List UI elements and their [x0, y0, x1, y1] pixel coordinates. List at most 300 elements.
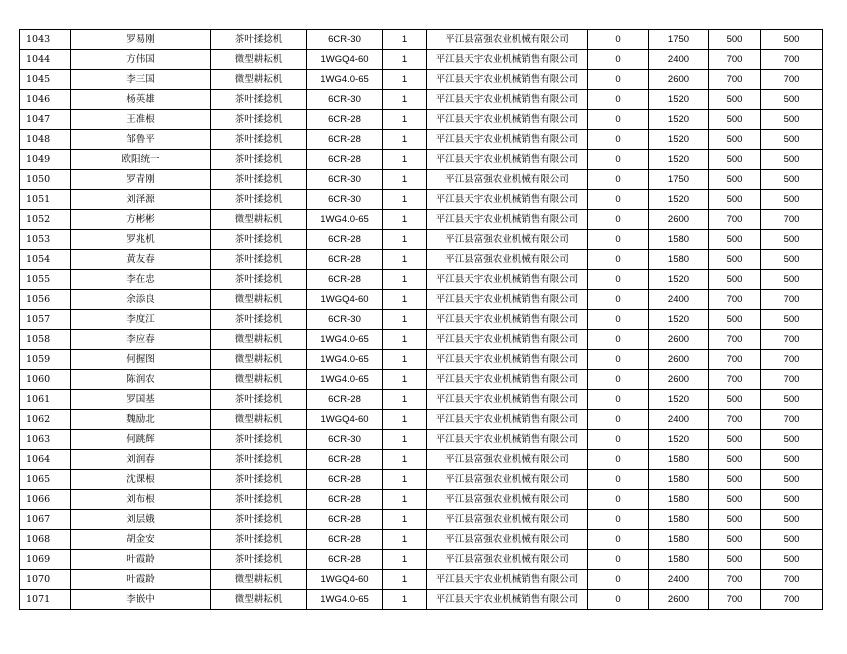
value-col-10-cell: 500	[761, 510, 823, 530]
machine-type-cell: 茶叶揉捻机	[211, 250, 307, 270]
row-number-cell: 1050	[20, 170, 71, 190]
dealer-name-cell: 平江县天宇农业机械销售有限公司	[427, 410, 588, 430]
value-col-7-cell: 0	[588, 490, 649, 510]
quantity-cell: 1	[383, 50, 427, 70]
row-number-cell: 1064	[20, 450, 71, 470]
value-col-8-cell: 2600	[649, 590, 709, 610]
table-row	[20, 270, 823, 290]
machine-model-cell: 6CR-28	[307, 110, 383, 130]
value-col-10-cell: 500	[761, 530, 823, 550]
value-col-10-cell: 700	[761, 330, 823, 350]
table-row	[20, 350, 823, 370]
farmer-name-cell: 李嵌中	[71, 590, 211, 610]
machine-model-cell: 1WG4.0-65	[307, 330, 383, 350]
value-col-9-cell: 500	[709, 90, 761, 110]
row-number-cell: 1060	[20, 370, 71, 390]
value-col-10-cell: 500	[761, 470, 823, 490]
value-col-9-cell: 500	[709, 230, 761, 250]
dealer-name-cell: 平江县天宇农业机械销售有限公司	[427, 290, 588, 310]
value-col-7-cell: 0	[588, 110, 649, 130]
machine-type-cell: 茶叶揉捻机	[211, 430, 307, 450]
value-col-8-cell: 2400	[649, 290, 709, 310]
quantity-cell: 1	[383, 530, 427, 550]
farmer-name-cell: 李度江	[71, 310, 211, 330]
value-col-10-cell: 500	[761, 310, 823, 330]
machine-model-cell: 1WGQ4-60	[307, 50, 383, 70]
dealer-name-cell: 平江县天宇农业机械销售有限公司	[427, 570, 588, 590]
value-col-7-cell: 0	[588, 30, 649, 50]
machine-type-cell: 茶叶揉捻机	[211, 310, 307, 330]
farmer-name-cell: 李三国	[71, 70, 211, 90]
row-number-cell: 1057	[20, 310, 71, 330]
value-col-9-cell: 500	[709, 130, 761, 150]
value-col-8-cell: 1520	[649, 90, 709, 110]
quantity-cell: 1	[383, 310, 427, 330]
value-col-8-cell: 1580	[649, 230, 709, 250]
machine-type-cell: 茶叶揉捻机	[211, 490, 307, 510]
farmer-name-cell: 黄友春	[71, 250, 211, 270]
value-col-8-cell: 1580	[649, 470, 709, 490]
machine-model-cell: 6CR-30	[307, 190, 383, 210]
value-col-8-cell: 1750	[649, 170, 709, 190]
quantity-cell: 1	[383, 410, 427, 430]
quantity-cell: 1	[383, 390, 427, 410]
value-col-8-cell: 1580	[649, 510, 709, 530]
value-col-9-cell: 500	[709, 510, 761, 530]
value-col-10-cell: 500	[761, 130, 823, 150]
row-number-cell: 1065	[20, 470, 71, 490]
dealer-name-cell: 平江县天宇农业机械销售有限公司	[427, 210, 588, 230]
machine-type-cell: 茶叶揉捻机	[211, 470, 307, 490]
dealer-name-cell: 平江县富强农业机械有限公司	[427, 470, 588, 490]
value-col-9-cell: 500	[709, 270, 761, 290]
row-number-cell: 1051	[20, 190, 71, 210]
dealer-name-cell: 平江县天宇农业机械销售有限公司	[427, 50, 588, 70]
value-col-7-cell: 0	[588, 270, 649, 290]
value-col-10-cell: 500	[761, 430, 823, 450]
table-row	[20, 130, 823, 150]
value-col-8-cell: 1520	[649, 270, 709, 290]
machine-type-cell: 微型耕耘机	[211, 50, 307, 70]
value-col-9-cell: 500	[709, 450, 761, 470]
farmer-name-cell: 方彬彬	[71, 210, 211, 230]
value-col-10-cell: 500	[761, 150, 823, 170]
dealer-name-cell: 平江县富强农业机械有限公司	[427, 30, 588, 50]
farmer-name-cell: 刘泽源	[71, 190, 211, 210]
value-col-9-cell: 500	[709, 170, 761, 190]
farmer-name-cell: 沈课根	[71, 470, 211, 490]
farmer-name-cell: 罗兆机	[71, 230, 211, 250]
value-col-9-cell: 700	[709, 70, 761, 90]
value-col-8-cell: 1580	[649, 250, 709, 270]
row-number-cell: 1046	[20, 90, 71, 110]
value-col-9-cell: 500	[709, 530, 761, 550]
value-col-9-cell: 700	[709, 570, 761, 590]
value-col-9-cell: 500	[709, 190, 761, 210]
table-row	[20, 530, 823, 550]
dealer-name-cell: 平江县天宇农业机械销售有限公司	[427, 270, 588, 290]
value-col-7-cell: 0	[588, 310, 649, 330]
row-number-cell: 1047	[20, 110, 71, 130]
dealer-name-cell: 平江县富强农业机械有限公司	[427, 530, 588, 550]
table-row	[20, 310, 823, 330]
value-col-8-cell: 1520	[649, 150, 709, 170]
farmer-name-cell: 魏励北	[71, 410, 211, 430]
row-number-cell: 1044	[20, 50, 71, 70]
row-number-cell: 1062	[20, 410, 71, 430]
table-row	[20, 390, 823, 410]
farmer-name-cell: 欧阳统一	[71, 150, 211, 170]
table-row	[20, 330, 823, 350]
value-col-8-cell: 1580	[649, 490, 709, 510]
value-col-8-cell: 2600	[649, 350, 709, 370]
table-row	[20, 210, 823, 230]
machine-type-cell: 茶叶揉捻机	[211, 150, 307, 170]
row-number-cell: 1069	[20, 550, 71, 570]
value-col-9-cell: 500	[709, 150, 761, 170]
value-col-8-cell: 2400	[649, 570, 709, 590]
value-col-10-cell: 500	[761, 110, 823, 130]
table-row	[20, 430, 823, 450]
dealer-name-cell: 平江县天宇农业机械销售有限公司	[427, 130, 588, 150]
value-col-7-cell: 0	[588, 290, 649, 310]
value-col-7-cell: 0	[588, 150, 649, 170]
value-col-8-cell: 2400	[649, 410, 709, 430]
quantity-cell: 1	[383, 130, 427, 150]
dealer-name-cell: 平江县天宇农业机械销售有限公司	[427, 390, 588, 410]
machine-model-cell: 6CR-28	[307, 530, 383, 550]
dealer-name-cell: 平江县天宇农业机械销售有限公司	[427, 430, 588, 450]
machine-type-cell: 微型耕耘机	[211, 350, 307, 370]
value-col-10-cell: 700	[761, 350, 823, 370]
value-col-9-cell: 500	[709, 310, 761, 330]
value-col-8-cell: 1520	[649, 390, 709, 410]
value-col-7-cell: 0	[588, 370, 649, 390]
machine-model-cell: 6CR-28	[307, 510, 383, 530]
farmer-name-cell: 方伟国	[71, 50, 211, 70]
table-row	[20, 410, 823, 430]
value-col-8-cell: 2600	[649, 70, 709, 90]
quantity-cell: 1	[383, 330, 427, 350]
row-number-cell: 1043	[20, 30, 71, 50]
value-col-9-cell: 500	[709, 490, 761, 510]
value-col-10-cell: 700	[761, 370, 823, 390]
value-col-7-cell: 0	[588, 70, 649, 90]
machine-model-cell: 6CR-28	[307, 230, 383, 250]
dealer-name-cell: 平江县天宇农业机械销售有限公司	[427, 370, 588, 390]
row-number-cell: 1059	[20, 350, 71, 370]
value-col-9-cell: 500	[709, 30, 761, 50]
quantity-cell: 1	[383, 70, 427, 90]
farmer-name-cell: 刘层娥	[71, 510, 211, 530]
machine-type-cell: 茶叶揉捻机	[211, 530, 307, 550]
dealer-name-cell: 平江县富强农业机械有限公司	[427, 170, 588, 190]
value-col-9-cell: 500	[709, 390, 761, 410]
value-col-8-cell: 1580	[649, 450, 709, 470]
row-number-cell: 1061	[20, 390, 71, 410]
value-col-7-cell: 0	[588, 90, 649, 110]
value-col-10-cell: 500	[761, 230, 823, 250]
table-row	[20, 470, 823, 490]
value-col-10-cell: 700	[761, 290, 823, 310]
value-col-8-cell: 1750	[649, 30, 709, 50]
value-col-9-cell: 500	[709, 110, 761, 130]
machine-type-cell: 茶叶揉捻机	[211, 450, 307, 470]
dealer-name-cell: 平江县富强农业机械有限公司	[427, 490, 588, 510]
dealer-name-cell: 平江县天宇农业机械销售有限公司	[427, 70, 588, 90]
machine-type-cell: 茶叶揉捻机	[211, 130, 307, 150]
quantity-cell: 1	[383, 490, 427, 510]
row-number-cell: 1067	[20, 510, 71, 530]
quantity-cell: 1	[383, 250, 427, 270]
row-number-cell: 1063	[20, 430, 71, 450]
value-col-10-cell: 500	[761, 390, 823, 410]
dealer-name-cell: 平江县天宇农业机械销售有限公司	[427, 590, 588, 610]
dealer-name-cell: 平江县天宇农业机械销售有限公司	[427, 310, 588, 330]
quantity-cell: 1	[383, 30, 427, 50]
table-body	[20, 30, 823, 610]
value-col-8-cell: 2600	[649, 330, 709, 350]
table-row	[20, 90, 823, 110]
value-col-10-cell: 500	[761, 270, 823, 290]
value-col-7-cell: 0	[588, 130, 649, 150]
machine-type-cell: 茶叶揉捻机	[211, 30, 307, 50]
dealer-name-cell: 平江县富强农业机械有限公司	[427, 510, 588, 530]
subsidy-table	[19, 29, 823, 610]
machine-model-cell: 6CR-28	[307, 550, 383, 570]
dealer-name-cell: 平江县天宇农业机械销售有限公司	[427, 90, 588, 110]
value-col-7-cell: 0	[588, 210, 649, 230]
farmer-name-cell: 叶霞龄	[71, 570, 211, 590]
row-number-cell: 1070	[20, 570, 71, 590]
value-col-7-cell: 0	[588, 170, 649, 190]
value-col-9-cell: 700	[709, 590, 761, 610]
table-row	[20, 110, 823, 130]
value-col-9-cell: 700	[709, 50, 761, 70]
machine-model-cell: 1WG4.0-65	[307, 590, 383, 610]
quantity-cell: 1	[383, 270, 427, 290]
value-col-8-cell: 1520	[649, 430, 709, 450]
value-col-10-cell: 500	[761, 490, 823, 510]
row-number-cell: 1048	[20, 130, 71, 150]
value-col-7-cell: 0	[588, 450, 649, 470]
machine-type-cell: 微型耕耘机	[211, 590, 307, 610]
farmer-name-cell: 罗青刚	[71, 170, 211, 190]
row-number-cell: 1056	[20, 290, 71, 310]
machine-model-cell: 6CR-28	[307, 450, 383, 470]
value-col-10-cell: 700	[761, 570, 823, 590]
table-row	[20, 70, 823, 90]
table-row	[20, 590, 823, 610]
quantity-cell: 1	[383, 470, 427, 490]
machine-type-cell: 茶叶揉捻机	[211, 90, 307, 110]
value-col-10-cell: 500	[761, 250, 823, 270]
value-col-8-cell: 1580	[649, 530, 709, 550]
farmer-name-cell: 叶霞龄	[71, 550, 211, 570]
row-number-cell: 1058	[20, 330, 71, 350]
machine-type-cell: 茶叶揉捻机	[211, 190, 307, 210]
machine-model-cell: 6CR-28	[307, 270, 383, 290]
quantity-cell: 1	[383, 370, 427, 390]
value-col-8-cell: 1520	[649, 310, 709, 330]
farmer-name-cell: 陈润农	[71, 370, 211, 390]
value-col-10-cell: 500	[761, 30, 823, 50]
value-col-9-cell: 500	[709, 430, 761, 450]
quantity-cell: 1	[383, 190, 427, 210]
value-col-7-cell: 0	[588, 350, 649, 370]
value-col-10-cell: 500	[761, 170, 823, 190]
machine-model-cell: 1WG4.0-65	[307, 70, 383, 90]
value-col-7-cell: 0	[588, 570, 649, 590]
quantity-cell: 1	[383, 90, 427, 110]
machine-model-cell: 1WG4.0-65	[307, 370, 383, 390]
value-col-7-cell: 0	[588, 550, 649, 570]
value-col-8-cell: 2600	[649, 370, 709, 390]
quantity-cell: 1	[383, 170, 427, 190]
value-col-8-cell: 2600	[649, 210, 709, 230]
farmer-name-cell: 李应春	[71, 330, 211, 350]
machine-type-cell: 茶叶揉捻机	[211, 390, 307, 410]
machine-type-cell: 茶叶揉捻机	[211, 170, 307, 190]
dealer-name-cell: 平江县天宇农业机械销售有限公司	[427, 190, 588, 210]
value-col-9-cell: 700	[709, 330, 761, 350]
farmer-name-cell: 罗易刚	[71, 30, 211, 50]
value-col-8-cell: 1520	[649, 130, 709, 150]
machine-model-cell: 6CR-28	[307, 390, 383, 410]
farmer-name-cell: 何跳辉	[71, 430, 211, 450]
dealer-name-cell: 平江县天宇农业机械销售有限公司	[427, 150, 588, 170]
value-col-7-cell: 0	[588, 430, 649, 450]
table-row	[20, 230, 823, 250]
machine-model-cell: 6CR-28	[307, 250, 383, 270]
value-col-10-cell: 500	[761, 190, 823, 210]
machine-model-cell: 6CR-30	[307, 430, 383, 450]
machine-type-cell: 茶叶揉捻机	[211, 510, 307, 530]
machine-type-cell: 微型耕耘机	[211, 290, 307, 310]
table-row	[20, 150, 823, 170]
value-col-8-cell: 2400	[649, 50, 709, 70]
machine-model-cell: 6CR-28	[307, 130, 383, 150]
value-col-9-cell: 700	[709, 290, 761, 310]
machine-model-cell: 6CR-30	[307, 310, 383, 330]
quantity-cell: 1	[383, 510, 427, 530]
table-row	[20, 50, 823, 70]
row-number-cell: 1045	[20, 70, 71, 90]
machine-type-cell: 微型耕耘机	[211, 570, 307, 590]
row-number-cell: 1066	[20, 490, 71, 510]
value-col-9-cell: 500	[709, 550, 761, 570]
quantity-cell: 1	[383, 590, 427, 610]
quantity-cell: 1	[383, 350, 427, 370]
value-col-9-cell: 700	[709, 350, 761, 370]
machine-type-cell: 茶叶揉捻机	[211, 550, 307, 570]
value-col-9-cell: 500	[709, 470, 761, 490]
farmer-name-cell: 余添良	[71, 290, 211, 310]
dealer-name-cell: 平江县天宇农业机械销售有限公司	[427, 350, 588, 370]
row-number-cell: 1053	[20, 230, 71, 250]
quantity-cell: 1	[383, 230, 427, 250]
value-col-10-cell: 500	[761, 550, 823, 570]
row-number-cell: 1055	[20, 270, 71, 290]
quantity-cell: 1	[383, 450, 427, 470]
machine-model-cell: 6CR-28	[307, 150, 383, 170]
value-col-7-cell: 0	[588, 470, 649, 490]
quantity-cell: 1	[383, 430, 427, 450]
row-number-cell: 1068	[20, 530, 71, 550]
machine-type-cell: 微型耕耘机	[211, 410, 307, 430]
table-row	[20, 570, 823, 590]
value-col-7-cell: 0	[588, 50, 649, 70]
table-row	[20, 250, 823, 270]
value-col-7-cell: 0	[588, 330, 649, 350]
row-number-cell: 1052	[20, 210, 71, 230]
quantity-cell: 1	[383, 290, 427, 310]
machine-model-cell: 1WGQ4-60	[307, 410, 383, 430]
dealer-name-cell: 平江县富强农业机械有限公司	[427, 230, 588, 250]
dealer-name-cell: 平江县富强农业机械有限公司	[427, 250, 588, 270]
machine-model-cell: 1WG4.0-65	[307, 210, 383, 230]
dealer-name-cell: 平江县富强农业机械有限公司	[427, 550, 588, 570]
machine-model-cell: 1WG4.0-65	[307, 350, 383, 370]
table-row	[20, 450, 823, 470]
value-col-9-cell: 700	[709, 410, 761, 430]
value-col-7-cell: 0	[588, 390, 649, 410]
row-number-cell: 1071	[20, 590, 71, 610]
dealer-name-cell: 平江县天宇农业机械销售有限公司	[427, 330, 588, 350]
machine-type-cell: 茶叶揉捻机	[211, 110, 307, 130]
value-col-9-cell: 700	[709, 210, 761, 230]
machine-model-cell: 6CR-28	[307, 470, 383, 490]
value-col-7-cell: 0	[588, 230, 649, 250]
dealer-name-cell: 平江县富强农业机械有限公司	[427, 450, 588, 470]
machine-type-cell: 茶叶揉捻机	[211, 230, 307, 250]
machine-model-cell: 1WGQ4-60	[307, 290, 383, 310]
quantity-cell: 1	[383, 550, 427, 570]
farmer-name-cell: 邹鲁平	[71, 130, 211, 150]
table-row	[20, 510, 823, 530]
machine-model-cell: 1WGQ4-60	[307, 570, 383, 590]
row-number-cell: 1049	[20, 150, 71, 170]
value-col-10-cell: 700	[761, 210, 823, 230]
value-col-10-cell: 700	[761, 70, 823, 90]
value-col-10-cell: 700	[761, 50, 823, 70]
table-row	[20, 170, 823, 190]
value-col-10-cell: 700	[761, 590, 823, 610]
row-number-cell: 1054	[20, 250, 71, 270]
value-col-9-cell: 700	[709, 370, 761, 390]
value-col-7-cell: 0	[588, 250, 649, 270]
table-row	[20, 490, 823, 510]
table-row	[20, 30, 823, 50]
value-col-7-cell: 0	[588, 190, 649, 210]
machine-model-cell: 6CR-28	[307, 490, 383, 510]
dealer-name-cell: 平江县天宇农业机械销售有限公司	[427, 110, 588, 130]
table-row	[20, 190, 823, 210]
table-row	[20, 290, 823, 310]
machine-type-cell: 微型耕耘机	[211, 210, 307, 230]
quantity-cell: 1	[383, 210, 427, 230]
table-row	[20, 550, 823, 570]
machine-model-cell: 6CR-30	[307, 30, 383, 50]
farmer-name-cell: 胡金安	[71, 530, 211, 550]
value-col-8-cell: 1520	[649, 190, 709, 210]
machine-type-cell: 微型耕耘机	[211, 70, 307, 90]
value-col-8-cell: 1520	[649, 110, 709, 130]
value-col-9-cell: 500	[709, 250, 761, 270]
farmer-name-cell: 李在忠	[71, 270, 211, 290]
value-col-10-cell: 500	[761, 90, 823, 110]
value-col-10-cell: 500	[761, 450, 823, 470]
